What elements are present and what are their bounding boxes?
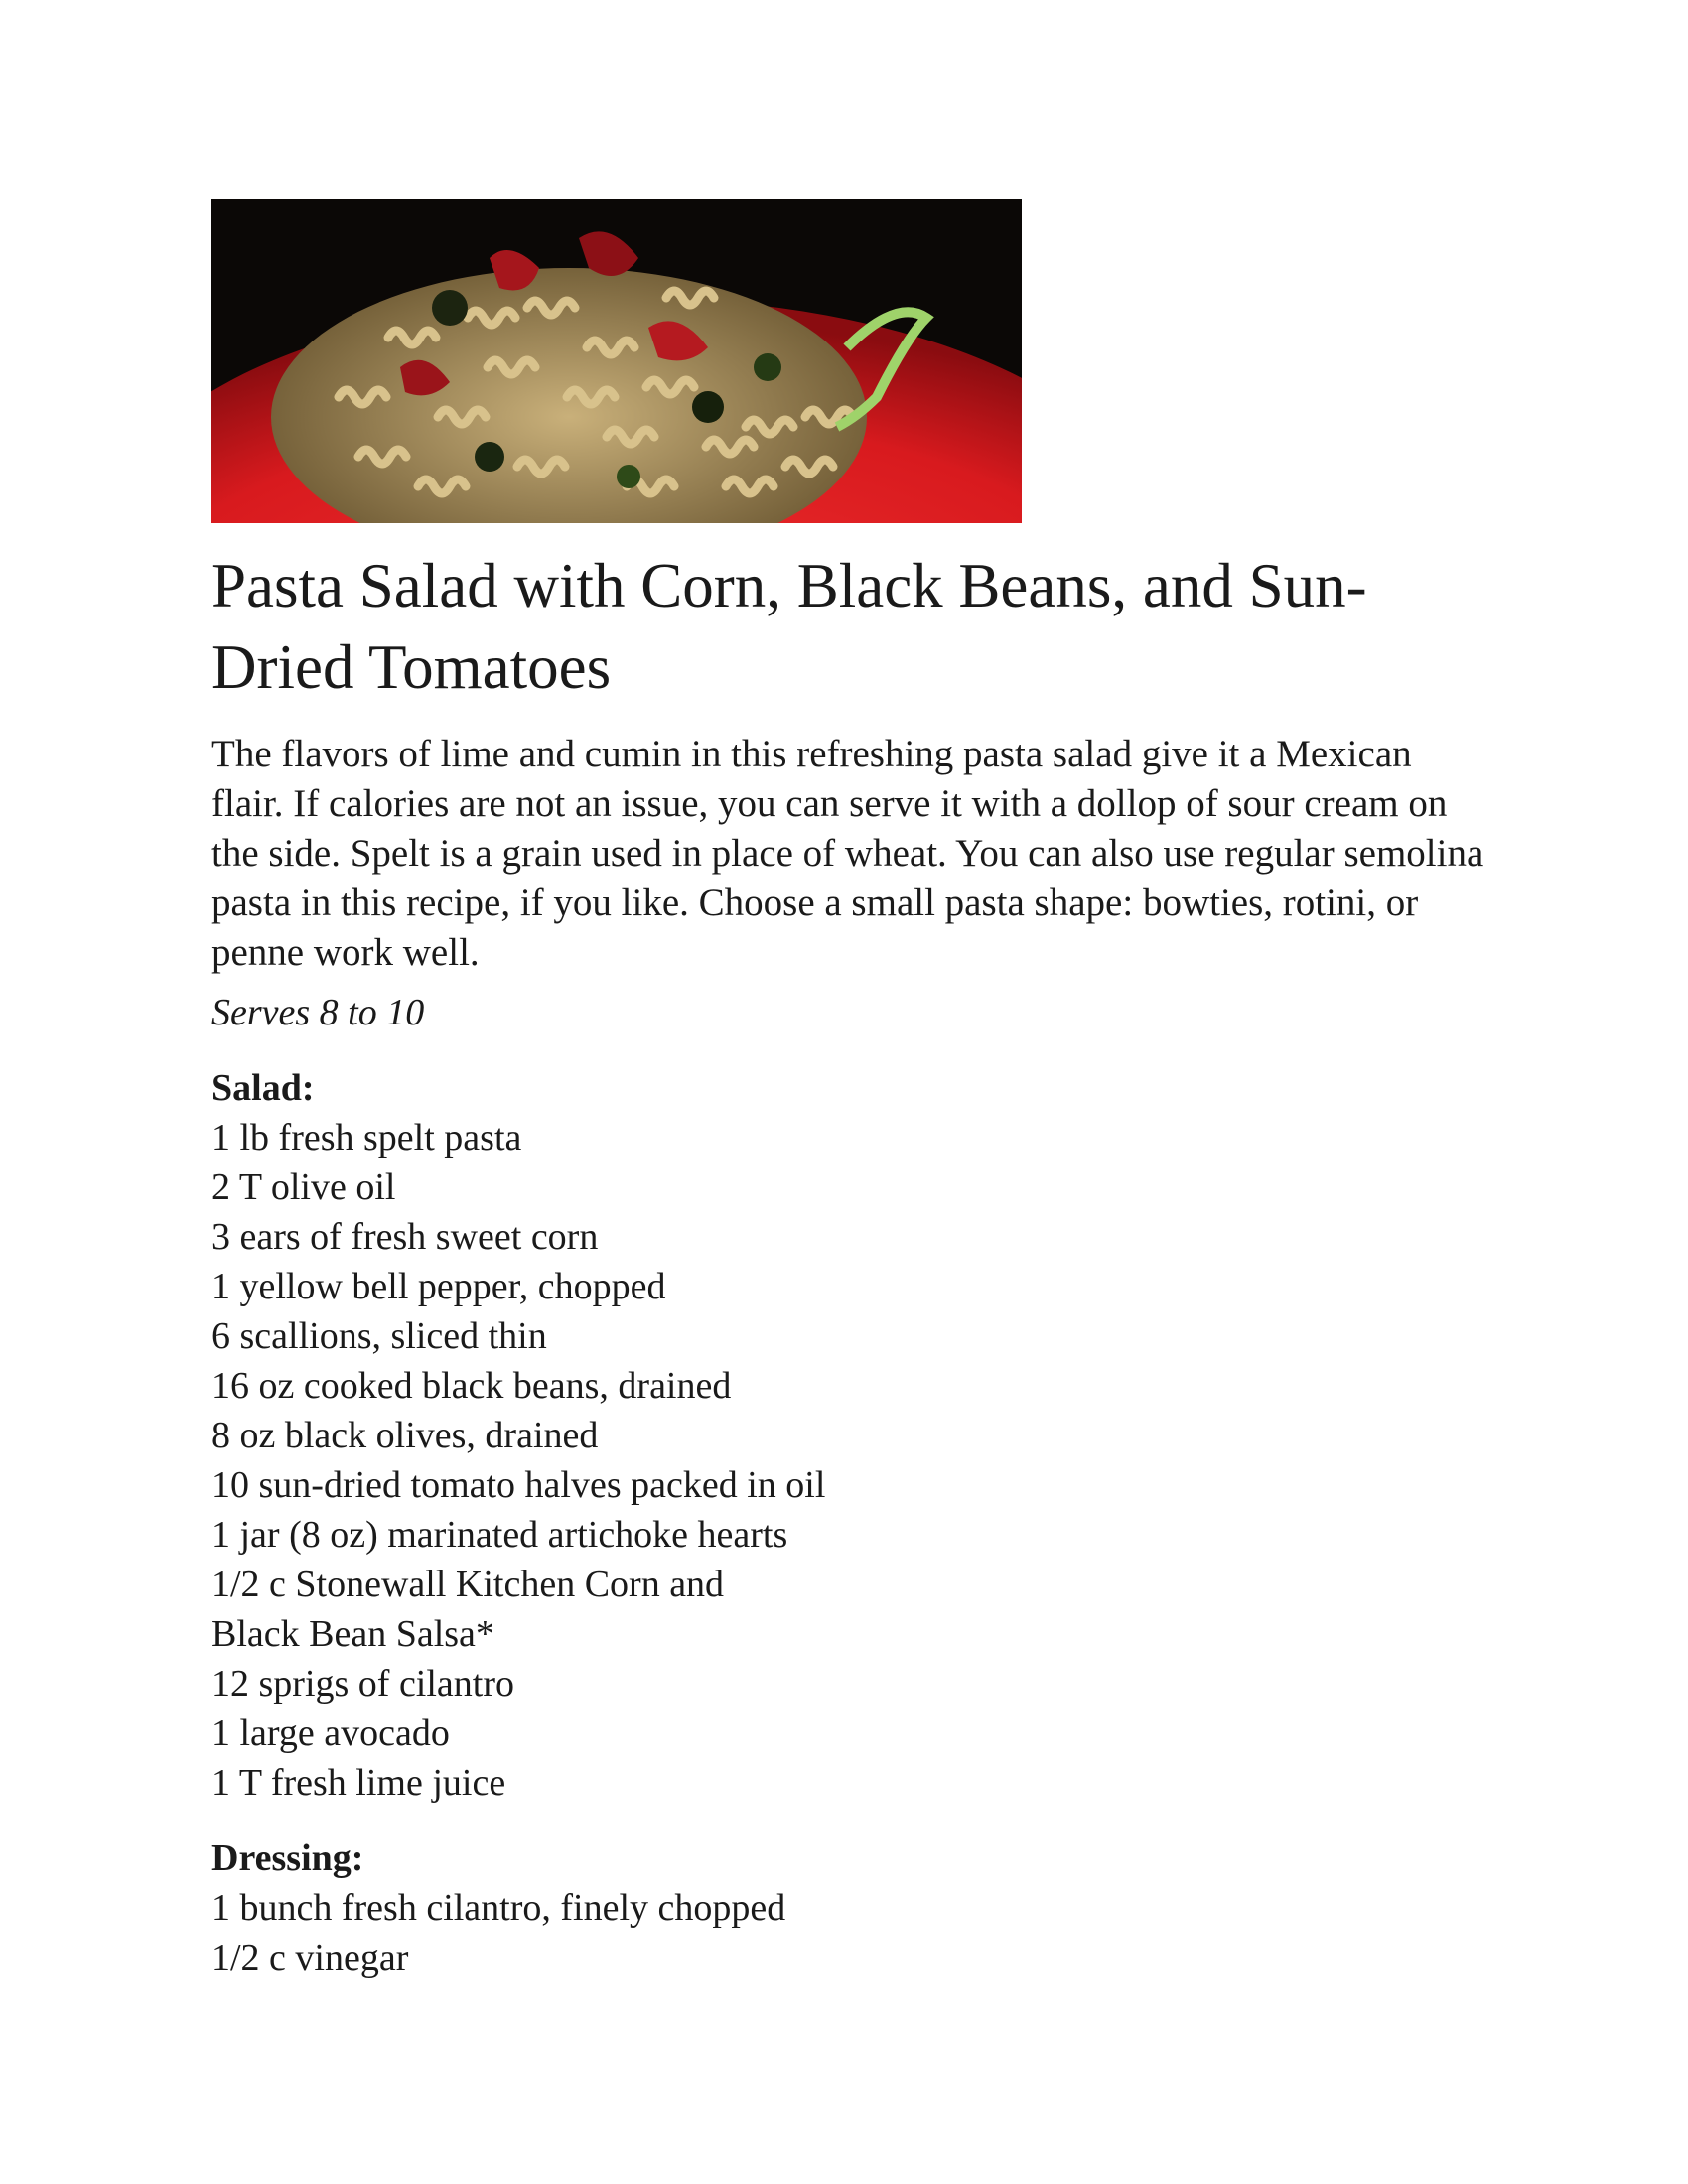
ingredient-item: 1 jar (8 oz) marinated artichoke hearts [211,1514,788,1556]
ingredient-item: 1 lb fresh spelt pasta [211,1117,522,1159]
ingredient-item: 16 oz cooked black beans, drained [211,1365,732,1407]
herb [617,465,640,488]
olive [754,353,781,381]
recipe-page [211,199,1502,1982]
dressing-heading: Dressing: [211,1838,364,1879]
ingredient-item: 1 bunch fresh cilantro, finely chopped [211,1887,786,1929]
olive [432,290,468,326]
ingredient-item: 1 yellow bell pepper, chopped [211,1266,666,1307]
salad-heading: Salad: [211,1067,315,1109]
ingredient-item: 3 ears of fresh sweet corn [211,1216,599,1258]
olive [475,442,504,472]
ingredient-item: 12 sprigs of cilantro [211,1663,515,1705]
pasta-salad-illustration [211,199,1022,523]
ingredient-item: 2 T olive oil [211,1166,396,1208]
ingredient-item: 1/2 c vinegar [211,1937,409,1979]
ingredient-item: 1/2 c Stonewall Kitchen Corn and [211,1564,725,1605]
dressing-ingredient-list [211,1883,1502,1982]
ingredient-item: 8 oz black olives, drained [211,1415,599,1456]
recipe-title: Pasta Salad with Corn, Black Beans, and Sun-Dried Tomatoes [211,551,1367,702]
olive [692,391,724,423]
ingredient-item: 1 large avocado [211,1712,450,1754]
ingredient-item: 10 sun-dried tomato halves packed in oil [211,1464,826,1506]
ingredient-item: 6 scallions, sliced thin [211,1315,547,1357]
recipe-description: The flavors of lime and cumin in this refreshing pasta salad give it a Mexican flair. If calories are not an issue, you can serve it with a dollop of sour cream on the side. Spelt is a grain used in place of wheat. You can also use regular semolina pasta in this recipe, if you like. Choose a small pasta shape: bowties, rotini, or penne work well. [211,733,1484,974]
pasta-salad-photo [211,199,1022,523]
ingredient-item: Black Bean Salsa* [211,1613,494,1655]
ingredient-item: 1 T fresh lime juice [211,1762,506,1804]
salad-ingredient-list [211,1113,1502,1808]
servings: Serves 8 to 10 [211,992,425,1033]
